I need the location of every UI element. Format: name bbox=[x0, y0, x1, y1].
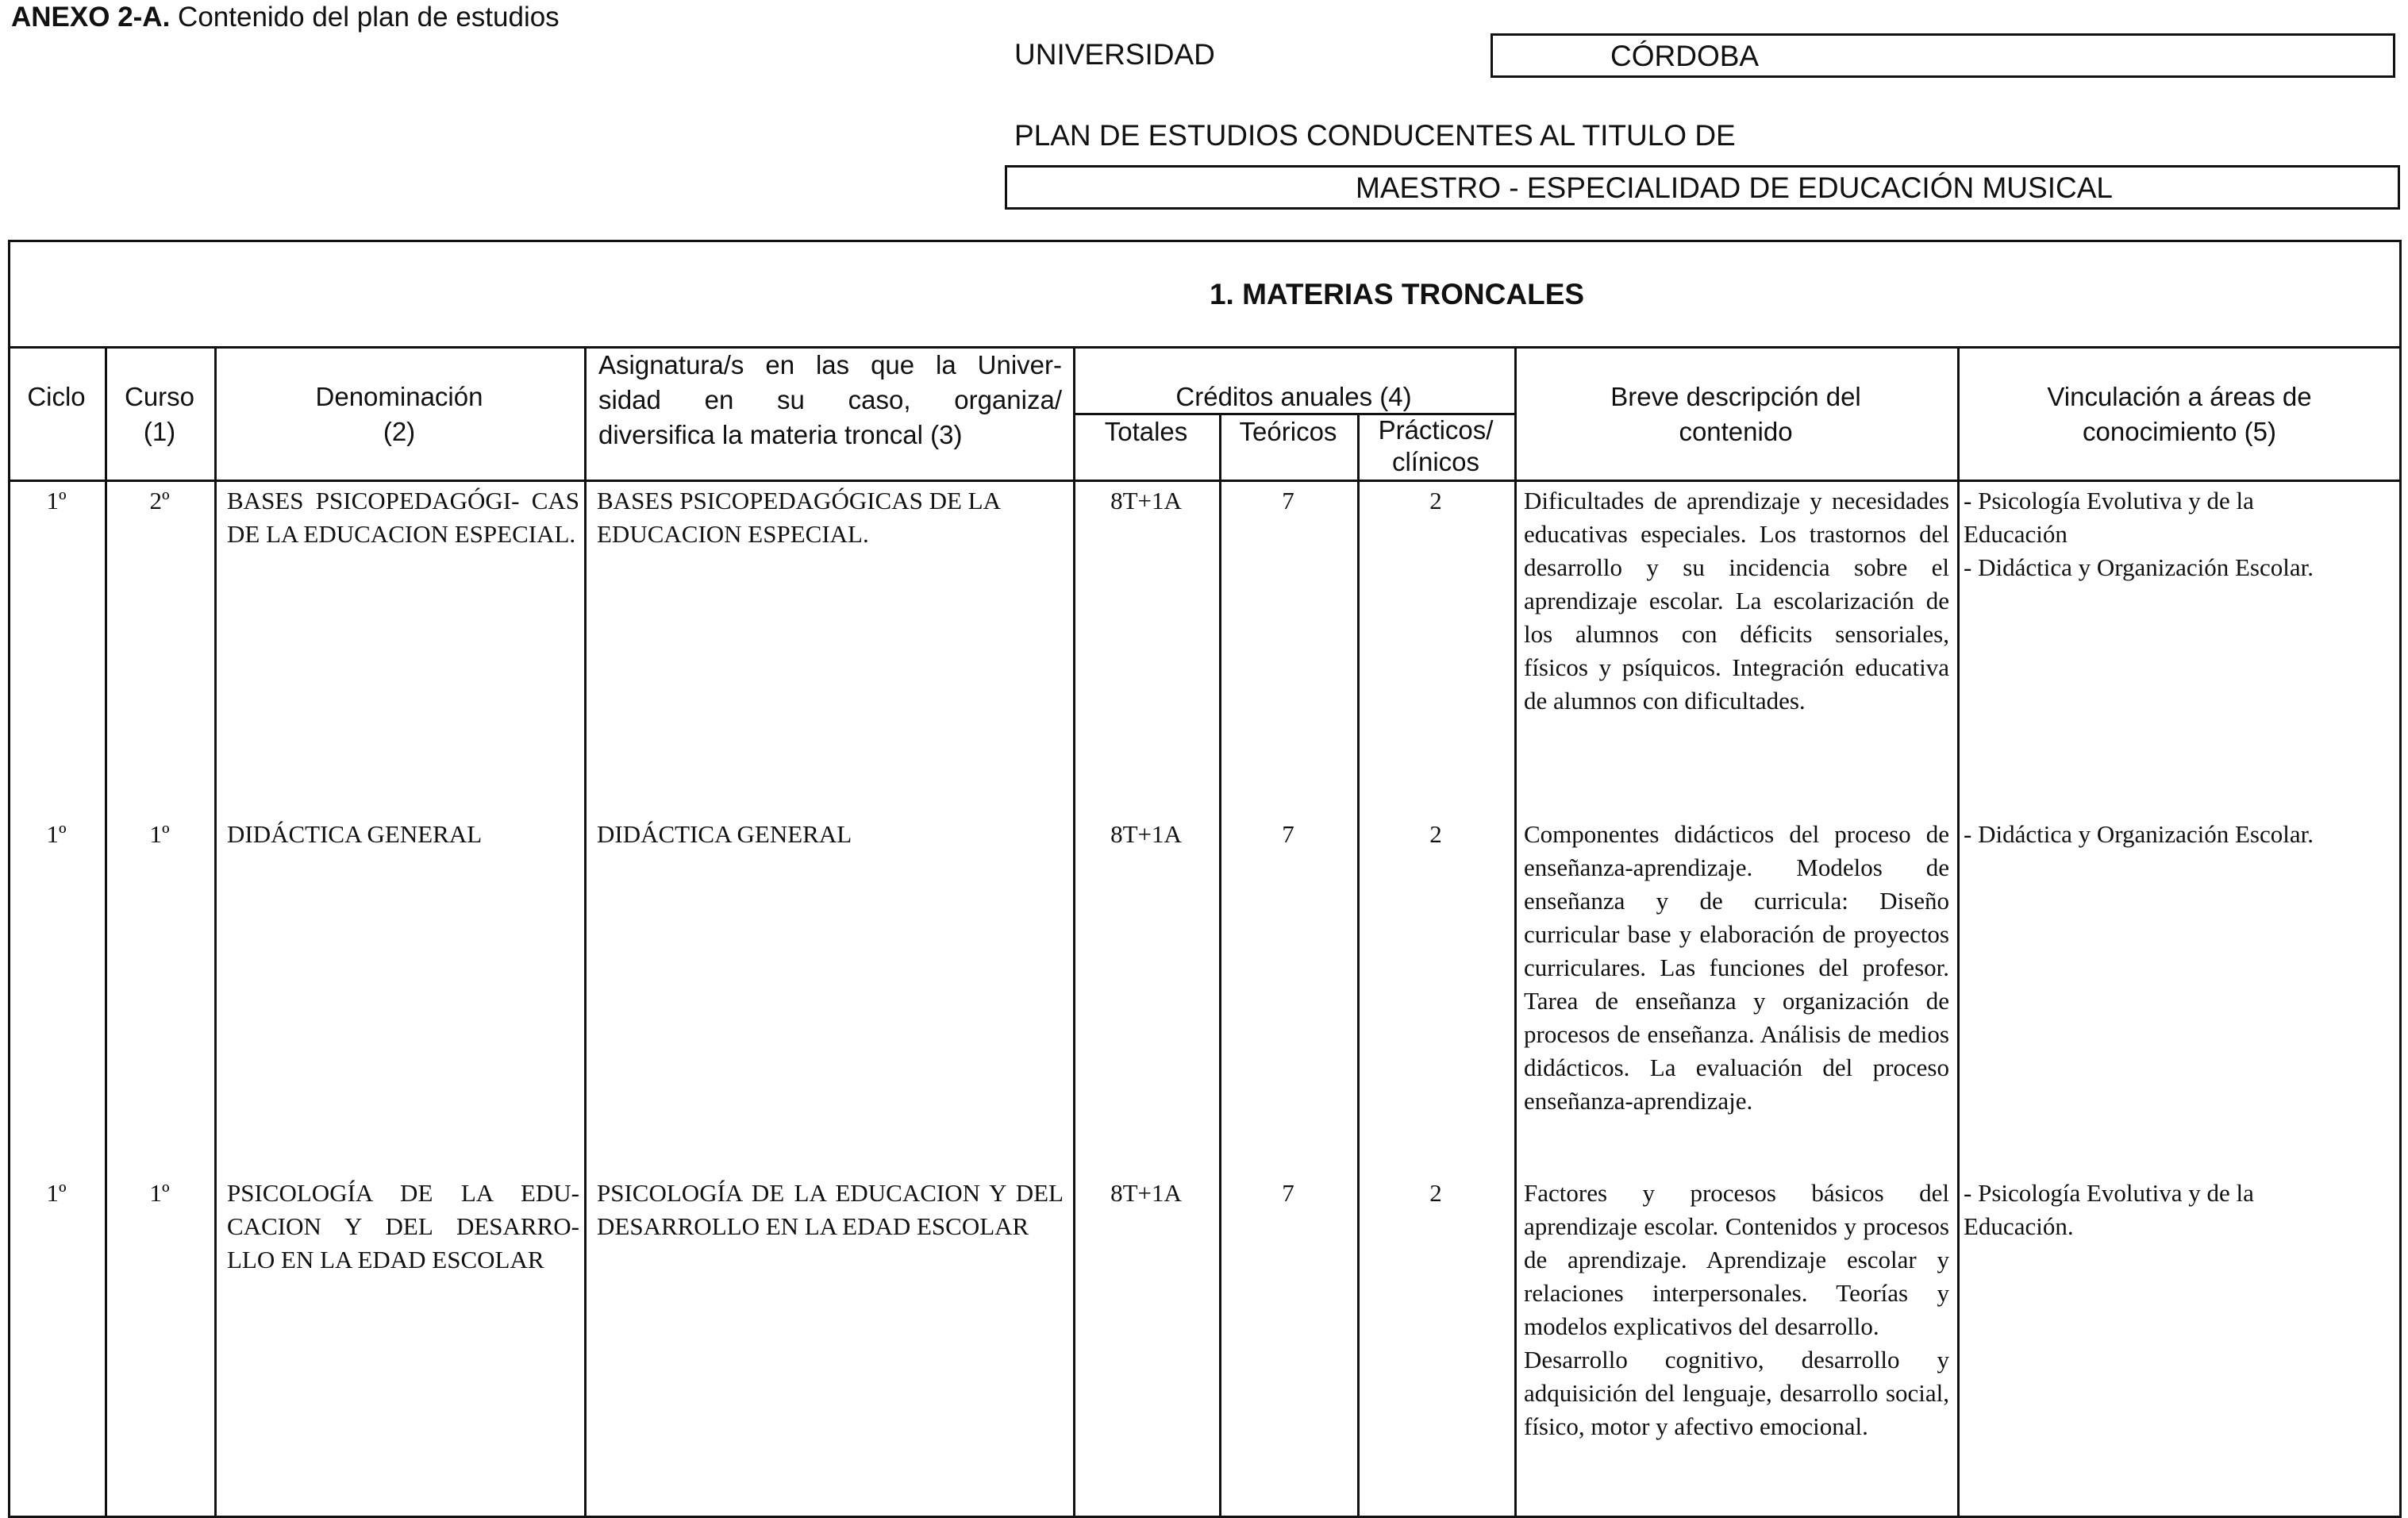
section-title: 1. MATERIAS TRONCALES bbox=[1209, 278, 1585, 310]
row3-practicos: 2 bbox=[1429, 1179, 1442, 1207]
header-bottom-rule bbox=[8, 480, 2402, 482]
row1-curso: 2º bbox=[149, 487, 170, 514]
header-descripcion-line1: Breve descripción del bbox=[1610, 382, 1861, 411]
row2-descripcion bbox=[1524, 818, 1949, 1118]
header-asignatura-line1: Asignatura/s en las que la Univer- bbox=[598, 350, 1062, 380]
university-label: UNIVERSIDAD bbox=[1014, 38, 1215, 71]
header-vinculacion-line2: conocimiento (5) bbox=[2083, 417, 2276, 446]
row3-teoricos: 7 bbox=[1282, 1179, 1294, 1207]
row1-asignatura: BASES PSICOPEDAGÓGICAS DE LA EDUCACION ESPECIAL. bbox=[597, 487, 1000, 548]
header-descripcion-line2: contenido bbox=[1679, 417, 1793, 446]
header-denominacion-note: (2) bbox=[383, 417, 416, 446]
university-value: CÓRDOBA bbox=[1610, 40, 1760, 72]
header-teoricos: Teóricos bbox=[1239, 417, 1337, 446]
annex-description: Contenido del plan de estudios bbox=[178, 2, 560, 33]
row2-practicos: 2 bbox=[1429, 820, 1442, 848]
row1-practicos: 2 bbox=[1429, 487, 1442, 514]
col-divider-descripcion bbox=[1957, 346, 1960, 1518]
row1-teoricos: 7 bbox=[1282, 487, 1294, 514]
row1-areas bbox=[1964, 484, 2398, 584]
row2-asignatura: DIDÁCTICA GENERAL bbox=[597, 820, 852, 848]
col-divider-ciclo bbox=[105, 346, 107, 1518]
row3-area-1: - Psicología Evolutiva y de la Educación. bbox=[1964, 1179, 2254, 1240]
header-ciclo: Ciclo bbox=[27, 382, 86, 411]
annex-heading bbox=[11, 2, 560, 33]
col-divider-denominacion bbox=[584, 346, 587, 1518]
row2-curso: 1º bbox=[149, 820, 170, 848]
header-denominacion-label: Denominación bbox=[315, 382, 483, 411]
header-asignatura-line2: sidad en su caso, organiza/ bbox=[598, 385, 1062, 414]
row3-areas bbox=[1964, 1177, 2398, 1243]
header-curso-label: Curso bbox=[124, 382, 195, 411]
row2-area-1: - Didáctica y Organización Escolar. bbox=[1964, 820, 2314, 848]
col-divider-asignatura bbox=[1073, 346, 1075, 1518]
row3-curso: 1º bbox=[149, 1179, 170, 1207]
row2-denominacion: DIDÁCTICA GENERAL bbox=[227, 820, 483, 848]
header-denominacion bbox=[214, 380, 584, 449]
header-practicos-line1: Prácticos/ bbox=[1378, 415, 1494, 445]
row2-ciclo: 1º bbox=[46, 820, 67, 848]
header-asignatura bbox=[598, 348, 1062, 453]
col-divider-creditos bbox=[1514, 346, 1517, 1518]
university-box bbox=[1491, 33, 2395, 78]
row1-area-2: - Didáctica y Organización Escolar. bbox=[1964, 553, 2314, 581]
row3-denominacion: PSICOLOGÍA DE LA EDU- CACION Y DEL DESARRO- LLO EN LA EDAD ESCOLAR bbox=[227, 1179, 579, 1273]
header-asignatura-line3: diversifica la materia troncal (3) bbox=[598, 420, 963, 449]
row3-descripcion-part1: Factores y procesos básicos del aprendizaje escolar. Contenidos y procesos de aprendizaje. Aprendizaje escolar y relaciones interpersonales. Teorías y modelos explicativos del desarrollo. bbox=[1524, 1179, 1949, 1340]
row1-area-1: - Psicología Evolutiva y de la Educación bbox=[1964, 487, 2254, 548]
header-curso-note: (1) bbox=[143, 417, 176, 446]
degree-title: MAESTRO - ESPECIALIDAD DE EDUCACIÓN MUSICAL bbox=[1356, 171, 2113, 204]
header-creditos: Créditos anuales (4) bbox=[1175, 382, 1412, 411]
row3-descripcion-part2: Desarrollo cognitivo, desarrollo y adquisición del lenguaje, desarrollo social, físico, motor y afectivo emocional. bbox=[1524, 1346, 1949, 1440]
row3-asignatura: PSICOLOGÍA DE LA EDUCACION Y DEL DESARROLLO EN LA EDAD ESCOLAR bbox=[597, 1179, 1064, 1240]
row2-descripcion-text: Componentes didácticos del proceso de enseñanza-aprendizaje. Modelos de enseñanza y de curricula: Diseño curricular base y elaboración de proyectos curriculares. Las funciones del profesor. Tarea de enseñanza y organización de procesos de enseñanza. Análisis de medios didácticos. La evaluación del proceso enseñanza-aprendizaje. bbox=[1524, 820, 1949, 1115]
header-descripcion bbox=[1514, 380, 1957, 449]
row1-denominacion: BASES PSICOPEDAGÓGI- CAS DE LA EDUCACION ESPECIAL. bbox=[227, 487, 579, 548]
col-divider-teoricos bbox=[1357, 413, 1360, 1518]
header-curso bbox=[105, 380, 214, 449]
row2-totales: 8T+1A bbox=[1110, 820, 1182, 848]
header-vinculacion-line1: Vinculación a áreas de bbox=[2047, 382, 2312, 411]
header-totales: Totales bbox=[1104, 417, 1188, 446]
row1-descripcion-text: Dificultades de aprendizaje y necesidades educativas especiales. Los trastornos del desarrollo y su incidencia sobre el aprendizaje escolar. La escolarización de los alumnos con déficits sensoriales, físicos y psíquicos. Integración educativa de alumnos con dificultades. bbox=[1524, 487, 1949, 715]
plan-label: PLAN DE ESTUDIOS CONDUCENTES AL TITULO DE bbox=[1014, 119, 1736, 152]
row1-descripcion bbox=[1524, 484, 1949, 718]
row1-totales: 8T+1A bbox=[1110, 487, 1182, 514]
header-top-rule bbox=[8, 346, 2402, 349]
row3-totales: 8T+1A bbox=[1110, 1179, 1182, 1207]
row3-ciclo: 1º bbox=[46, 1179, 67, 1207]
col-divider-totales bbox=[1219, 413, 1221, 1518]
header-practicos-line2: clínicos bbox=[1391, 447, 1480, 476]
row2-areas bbox=[1964, 818, 2398, 851]
row2-teoricos: 7 bbox=[1282, 820, 1294, 848]
col-divider-curso bbox=[214, 346, 217, 1518]
row1-ciclo: 1º bbox=[46, 487, 67, 514]
header-practicos bbox=[1357, 414, 1514, 478]
row3-descripcion bbox=[1524, 1177, 1949, 1443]
annex-label: ANEXO 2-A. bbox=[11, 2, 171, 33]
degree-title-box bbox=[1005, 165, 2400, 210]
header-vinculacion bbox=[1957, 380, 2402, 449]
